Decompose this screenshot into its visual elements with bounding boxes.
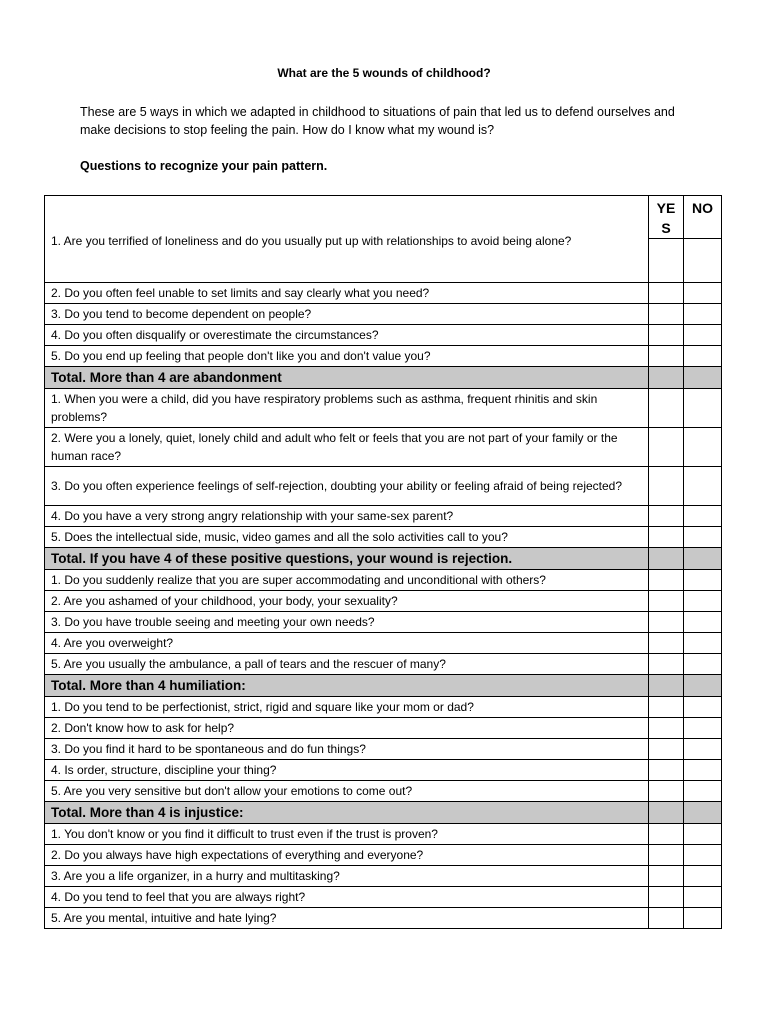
yes-header-cell <box>649 196 684 283</box>
yes-answer-cell[interactable] <box>649 612 684 633</box>
question-cell: 2. Are you ashamed of your childhood, your body, your sexuality? <box>45 591 649 612</box>
yes-answer-cell[interactable] <box>649 467 684 506</box>
question-cell: 5. Are you usually the ambulance, a pall of tears and the rescuer of many? <box>45 654 649 675</box>
no-answer-cell[interactable] <box>684 824 722 845</box>
yes-answer-cell[interactable] <box>649 428 684 467</box>
yes-answer-cell[interactable] <box>649 591 684 612</box>
table-row <box>45 467 722 506</box>
yes-answer-cell[interactable] <box>649 570 684 591</box>
no-answer-cell[interactable] <box>684 506 722 527</box>
table-row <box>45 325 722 346</box>
table-row <box>45 739 722 760</box>
question-cell: 4. Do you often disqualify or overestimate the circumstances? <box>45 325 649 346</box>
no-answer-cell[interactable] <box>684 325 722 346</box>
yes-answer-cell[interactable] <box>649 506 684 527</box>
total-row <box>45 548 722 570</box>
no-answer-cell[interactable] <box>684 283 722 304</box>
yes-answer-cell[interactable] <box>649 760 684 781</box>
no-answer-cell[interactable] <box>684 346 722 367</box>
table-row <box>45 612 722 633</box>
total-no-cell <box>684 802 722 824</box>
total-label: Total. If you have 4 of these positive questions, your wound is rejection. <box>45 548 649 570</box>
questions-subtitle: Questions to recognize your pain pattern. <box>80 159 328 173</box>
table-row <box>45 908 722 929</box>
question-cell: 5. Are you very sensitive but don't allow your emotions to come out? <box>45 781 649 802</box>
no-answer-cell[interactable] <box>684 845 722 866</box>
total-yes-cell <box>649 548 684 570</box>
yes-answer-cell[interactable] <box>649 389 684 428</box>
total-row <box>45 367 722 389</box>
no-answer-cell[interactable] <box>684 739 722 760</box>
total-label: Total. More than 4 humiliation: <box>45 675 649 697</box>
table-row <box>45 845 722 866</box>
no-answer-cell[interactable] <box>684 428 722 467</box>
question-cell: 2. Don't know how to ask for help? <box>45 718 649 739</box>
yes-answer-cell[interactable] <box>649 697 684 718</box>
total-label: Total. More than 4 are abandonment <box>45 367 649 389</box>
table-row <box>45 346 722 367</box>
question-cell: 5. Do you end up feeling that people don't like you and don't value you? <box>45 346 649 367</box>
table-row <box>45 633 722 654</box>
question-cell: 2. Do you always have high expectations of everything and everyone? <box>45 845 649 866</box>
no-answer-cell[interactable] <box>684 866 722 887</box>
question-cell: 4. Are you overweight? <box>45 633 649 654</box>
yes-answer-cell[interactable] <box>649 824 684 845</box>
question-cell: 5. Are you mental, intuitive and hate lying? <box>45 908 649 929</box>
no-answer-cell[interactable] <box>684 760 722 781</box>
table-row <box>45 428 722 467</box>
table-row <box>45 570 722 591</box>
total-yes-cell <box>649 802 684 824</box>
table-row <box>45 389 722 428</box>
question-cell: 1. You don't know or you find it difficult to trust even if the trust is proven? <box>45 824 649 845</box>
yes-answer-cell[interactable] <box>649 845 684 866</box>
no-answer-cell[interactable] <box>684 887 722 908</box>
table-row <box>45 824 722 845</box>
question-cell: 4. Is order, structure, discipline your thing? <box>45 760 649 781</box>
question-cell: 1. When you were a child, did you have respiratory problems such as asthma, frequent rhinitis and skin problems? <box>45 389 649 428</box>
question-cell: 2. Do you often feel unable to set limits and say clearly what you need? <box>45 283 649 304</box>
total-yes-cell <box>649 675 684 697</box>
table-row <box>45 887 722 908</box>
question-cell: 3. Do you find it hard to be spontaneous and do fun things? <box>45 739 649 760</box>
table-header-row <box>45 196 722 283</box>
document-title: What are the 5 wounds of childhood? <box>277 66 491 80</box>
table-row <box>45 591 722 612</box>
yes-answer-cell[interactable] <box>649 739 684 760</box>
question-cell: 5. Does the intellectual side, music, video games and all the solo activities call to you? <box>45 527 649 548</box>
question-cell: 4. Do you tend to feel that you are always right? <box>45 887 649 908</box>
question-cell: 3. Do you often experience feelings of self-rejection, doubting your ability or feeling afraid of being rejected? <box>45 467 649 506</box>
total-row <box>45 675 722 697</box>
question-cell: 3. Are you a life organizer, in a hurry and multitasking? <box>45 866 649 887</box>
no-answer-cell[interactable] <box>684 612 722 633</box>
no-answer-cell[interactable] <box>684 718 722 739</box>
yes-answer-cell[interactable] <box>649 304 684 325</box>
no-answer-cell[interactable] <box>684 304 722 325</box>
yes-answer-cell[interactable] <box>649 527 684 548</box>
no-answer-cell[interactable] <box>684 697 722 718</box>
yes-answer-cell[interactable] <box>649 781 684 802</box>
no-answer-cell[interactable] <box>684 389 722 428</box>
yes-answer-cell[interactable] <box>649 887 684 908</box>
no-answer-cell[interactable] <box>684 467 722 506</box>
yes-answer-cell[interactable] <box>649 908 684 929</box>
question-cell: 3. Do you tend to become dependent on people? <box>45 304 649 325</box>
table-row <box>45 718 722 739</box>
table-row <box>45 760 722 781</box>
no-answer-cell[interactable] <box>684 781 722 802</box>
table-row <box>45 654 722 675</box>
yes-header-label: YES <box>649 196 683 239</box>
no-answer-cell[interactable] <box>684 633 722 654</box>
question-cell: 1. Do you suddenly realize that you are super accommodating and unconditional with others? <box>45 570 649 591</box>
question-cell: 4. Do you have a very strong angry relationship with your same-sex parent? <box>45 506 649 527</box>
table-row <box>45 506 722 527</box>
table-row <box>45 283 722 304</box>
no-answer-cell[interactable] <box>684 591 722 612</box>
question-cell: 3. Do you have trouble seeing and meeting your own needs? <box>45 612 649 633</box>
total-row <box>45 802 722 824</box>
total-no-cell <box>684 675 722 697</box>
yes-answer-cell[interactable] <box>649 718 684 739</box>
total-label: Total. More than 4 is injustice: <box>45 802 649 824</box>
yes-answer-cell[interactable] <box>649 346 684 367</box>
table-row <box>45 866 722 887</box>
table-row <box>45 304 722 325</box>
no-answer-cell[interactable] <box>684 654 722 675</box>
questionnaire-table <box>44 195 722 929</box>
table-row <box>45 781 722 802</box>
total-yes-cell <box>649 367 684 389</box>
total-no-cell <box>684 367 722 389</box>
total-no-cell <box>684 548 722 570</box>
yes-answer-cell[interactable] <box>649 654 684 675</box>
no-header-cell <box>684 196 722 283</box>
no-header-label: NO <box>684 196 721 239</box>
no-answer-cell[interactable] <box>684 570 722 591</box>
yes-answer-cell[interactable] <box>649 866 684 887</box>
yes-answer-cell[interactable] <box>649 325 684 346</box>
yes-answer-cell[interactable] <box>649 633 684 654</box>
table-row <box>45 697 722 718</box>
question-cell: 1. Do you tend to be perfectionist, strict, rigid and square like your mom or dad? <box>45 697 649 718</box>
no-answer-cell[interactable] <box>684 527 722 548</box>
question-cell: 1. Are you terrified of loneliness and do you usually put up with relationships to avoid being alone? <box>45 196 649 283</box>
question-cell: 2. Were you a lonely, quiet, lonely child and adult who felt or feels that you are not part of your family or the human race? <box>45 428 649 467</box>
no-answer-cell[interactable] <box>684 908 722 929</box>
yes-answer-cell[interactable] <box>649 283 684 304</box>
table-row <box>45 527 722 548</box>
intro-paragraph: These are 5 ways in which we adapted in childhood to situations of pain that led us to defend ourselves and make decisions to stop feeling the pain. How do I know what my wound is? <box>80 105 675 137</box>
